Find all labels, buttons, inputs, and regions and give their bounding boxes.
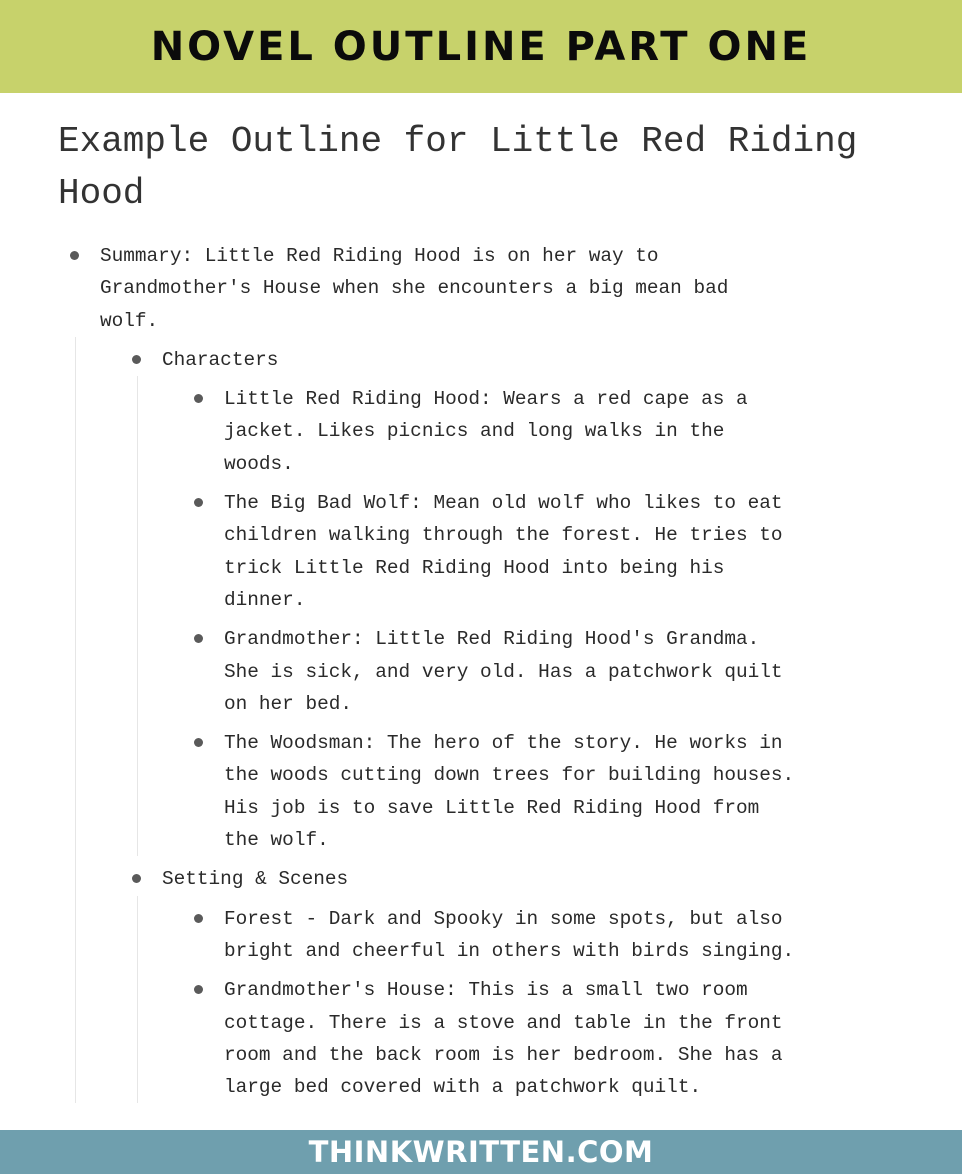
sub-list: [75, 337, 962, 1104]
bullet-icon: [132, 355, 141, 364]
bullet-icon: [70, 251, 79, 260]
outline-document: [0, 93, 962, 1130]
character-text: Little Red Riding Hood: Wears a red cape as a jacket. Likes picnics and long walks in the woods.: [224, 388, 748, 475]
section-label: Characters: [162, 348, 279, 371]
bullet-icon: [194, 498, 203, 507]
setting-text: Grandmother's House: This is a small two room cottage. There is a stove and table in the front room and the back room is her bedroom. She has a large bed covered with a patchwork quilt.: [224, 979, 783, 1099]
footer-site-link[interactable]: THINKWRITTEN.COM: [308, 1135, 654, 1169]
sub-list: [137, 896, 962, 1104]
summary-text: Summary: Little Red Riding Hood is on her way to Grandmother's House when she encounters a big mean bad wolf.: [100, 245, 729, 332]
setting-text: Forest - Dark and Spooky in some spots, but also bright and cheerful in others with birds singing.: [224, 907, 795, 962]
bullet-icon: [194, 914, 203, 923]
list-item: [138, 903, 962, 968]
top-banner: [0, 0, 962, 93]
list-item: [138, 383, 962, 480]
list-item: [138, 974, 962, 1103]
page-title: Example Outline for Little Red Riding Hood: [58, 121, 858, 214]
list-item: [138, 487, 962, 616]
list-item-setting-scenes: [76, 863, 962, 1103]
list-item: [138, 623, 962, 720]
sub-list: [137, 376, 962, 856]
banner-title: NOVEL OUTLINE PART ONE: [150, 23, 812, 70]
list-item: [138, 727, 962, 856]
section-label: Setting & Scenes: [162, 868, 349, 891]
character-text: Grandmother: Little Red Riding Hood's Grandma. She is sick, and very old. Has a patchwork quilt on her bed.: [224, 628, 783, 715]
footer-banner: [0, 1130, 962, 1174]
list-item-summary: [0, 240, 962, 1103]
list-item-characters: [76, 344, 962, 856]
outline-list: [0, 240, 962, 1110]
character-text: The Woodsman: The hero of the story. He works in the woods cutting down trees for building houses. His job is to save Little Red Riding Hood from the wolf.: [224, 732, 795, 852]
character-text: The Big Bad Wolf: Mean old wolf who likes to eat children walking through the forest. He tries to trick Little Red Riding Hood into being his dinner.: [224, 492, 783, 611]
